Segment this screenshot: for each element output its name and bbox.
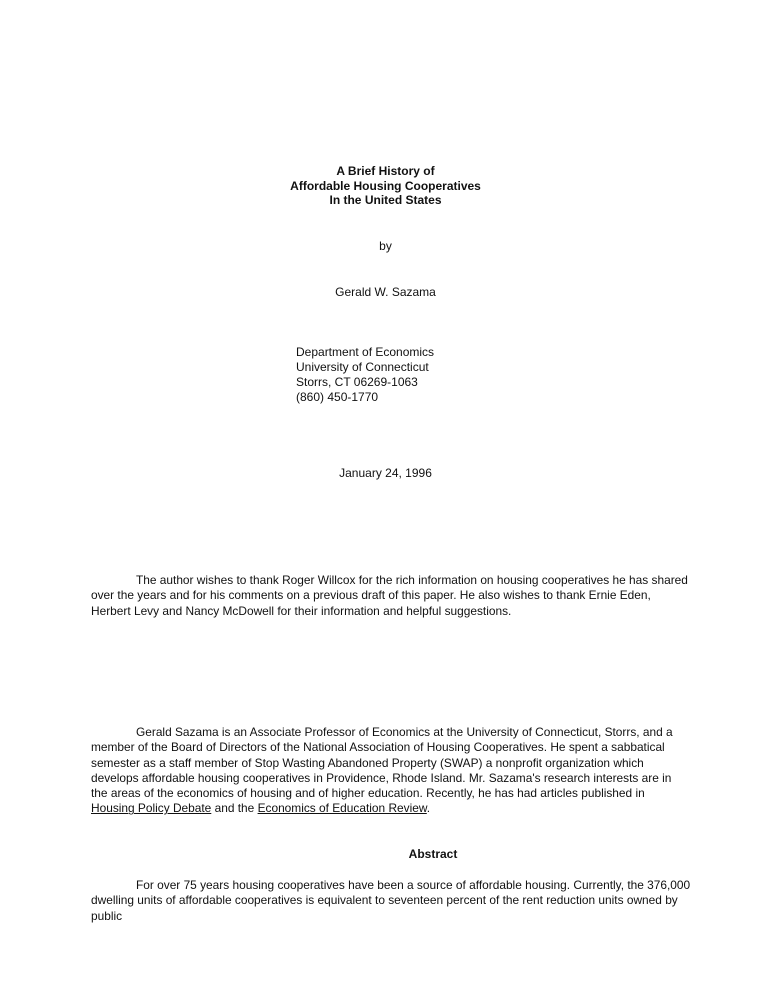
title-line-1: A Brief History of — [336, 164, 435, 178]
acknowledgement-paragraph — [91, 573, 691, 619]
journal-economics-of-education-review: Economics of Education Review — [257, 801, 427, 816]
title-line-2: Affordable Housing Cooperatives — [290, 178, 481, 193]
address-department: Department of Economics — [296, 345, 435, 359]
address-phone: (860) 450-1770 — [296, 390, 379, 404]
bio-text-2: and the — [211, 801, 258, 816]
document-date: January 24, 1996 — [339, 466, 432, 480]
acknowledgement-text: The author wishes to thank Roger Willcox for the rich information on housing cooperatives he has shared over the years and for his comments on a previous draft of this paper. He also wishes to thank Ernie Eden, Herbert Levy and Nancy McDowell for their information and helpful suggestions. — [91, 573, 688, 618]
by-line: by — [379, 239, 392, 253]
abstract-heading: Abstract — [408, 847, 458, 861]
document-title — [0, 164, 771, 208]
author-bio-paragraph — [91, 725, 691, 817]
bio-text-3: . — [426, 801, 431, 816]
address-city: Storrs, CT 06269-1063 — [296, 375, 418, 389]
bio-text-1: Gerald Sazama is an Associate Professor of Economics at the University of Connecticut, Storrs, and a member of the Board of Directors of the National Association of Housing Cooperatives. He spent a sabbatical semester as a staff member of Stop Wasting Abandoned Property (SWAP) a nonprofit organization which develops affordable housing cooperatives in Providence, Rhode Island. Mr. Sazama's research interests are in the areas of the economics of housing and of higher education. Recently, he has had articles published in — [91, 725, 673, 801]
abstract-paragraph — [91, 878, 691, 924]
author-name: Gerald W. Sazama — [335, 285, 436, 299]
title-line-3: In the United States — [329, 193, 442, 207]
abstract-text: For over 75 years housing cooperatives have been a source of affordable housing. Currently, the 376,000 dwelling units of affordable cooperatives is equivalent to seventeen percent of the rent reduction units owned by public — [91, 878, 691, 923]
journal-housing-policy-debate: Housing Policy Debate — [91, 801, 212, 816]
author-address — [296, 345, 434, 405]
address-university: University of Connecticut — [296, 360, 429, 374]
